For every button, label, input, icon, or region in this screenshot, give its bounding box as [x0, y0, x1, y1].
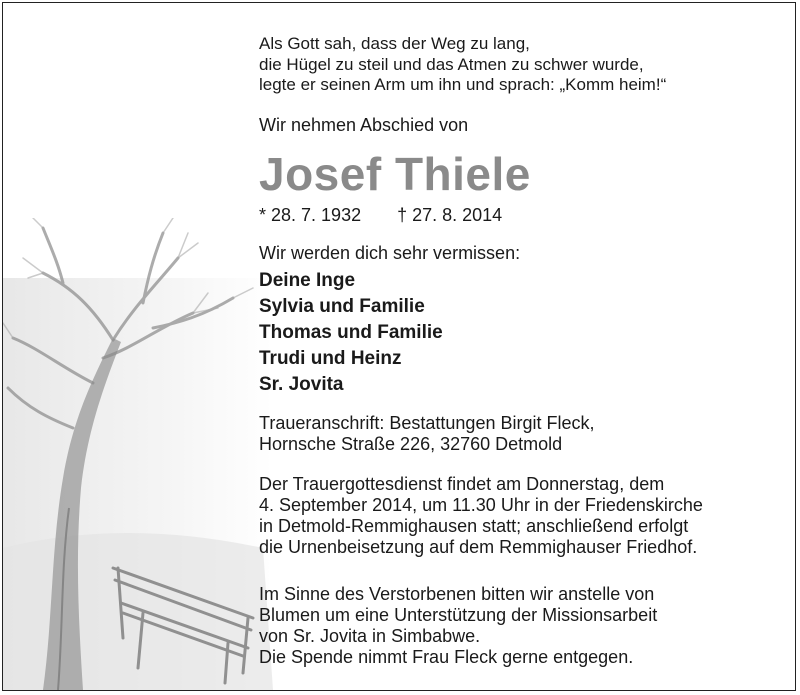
mourner: Deine Inge — [259, 270, 356, 291]
obituary-card — [2, 2, 796, 691]
mourner: Sr. Jovita — [259, 374, 344, 395]
deceased-name: Josef Thiele — [259, 148, 531, 200]
note-line: Blumen um eine Unterstützung der Missionsarbeit — [259, 605, 658, 625]
note-line: von Sr. Jovita in Simbabwe. — [259, 626, 481, 646]
service-line: Der Trauergottesdienst findet am Donnerstag, dem — [259, 474, 665, 494]
death-date: † 27. 8. 2014 — [397, 205, 503, 225]
service-info — [259, 474, 703, 558]
birth-date: * 28. 7. 1932 — [259, 205, 362, 225]
address-line: Traueranschrift: Bestattungen Birgit Fleck, — [259, 413, 595, 433]
poem — [259, 34, 666, 96]
note-line: Im Sinne des Verstorbenen bitten wir anstelle von — [259, 584, 655, 604]
mourning-address — [259, 413, 594, 455]
mourners-list — [259, 268, 443, 398]
miss-text: Wir werden dich sehr vermissen: — [259, 243, 521, 263]
donation-note — [259, 584, 657, 668]
poem-line: Als Gott sah, dass der Weg zu lang, — [259, 34, 530, 53]
poem-line: die Hügel zu steil und das Atmen zu schwer wurde, — [259, 54, 644, 74]
service-line: die Urnenbeisetzung auf dem Remmighauser Friedhof. — [259, 537, 698, 557]
address-line: Hornsche Straße 226, 32760 Detmold — [259, 434, 563, 454]
mourner: Trudi und Heinz — [259, 348, 402, 369]
mourner: Thomas und Familie — [259, 322, 443, 343]
farewell-intro: Wir nehmen Abschied von — [259, 115, 469, 135]
note-line: Die Spende nimmt Frau Fleck gerne entgegen. — [259, 647, 634, 667]
mourner: Sylvia und Familie — [259, 296, 425, 317]
tree-and-bench-illustration — [3, 218, 273, 690]
service-line: 4. September 2014, um 11.30 Uhr in der Friedenskirche — [259, 495, 703, 515]
poem-line: legte er seinen Arm um ihn und sprach: „Komm heim!“ — [259, 75, 667, 94]
service-line: in Detmold-Remmighausen statt; anschließend erfolgt — [259, 516, 689, 536]
life-dates — [259, 205, 502, 226]
